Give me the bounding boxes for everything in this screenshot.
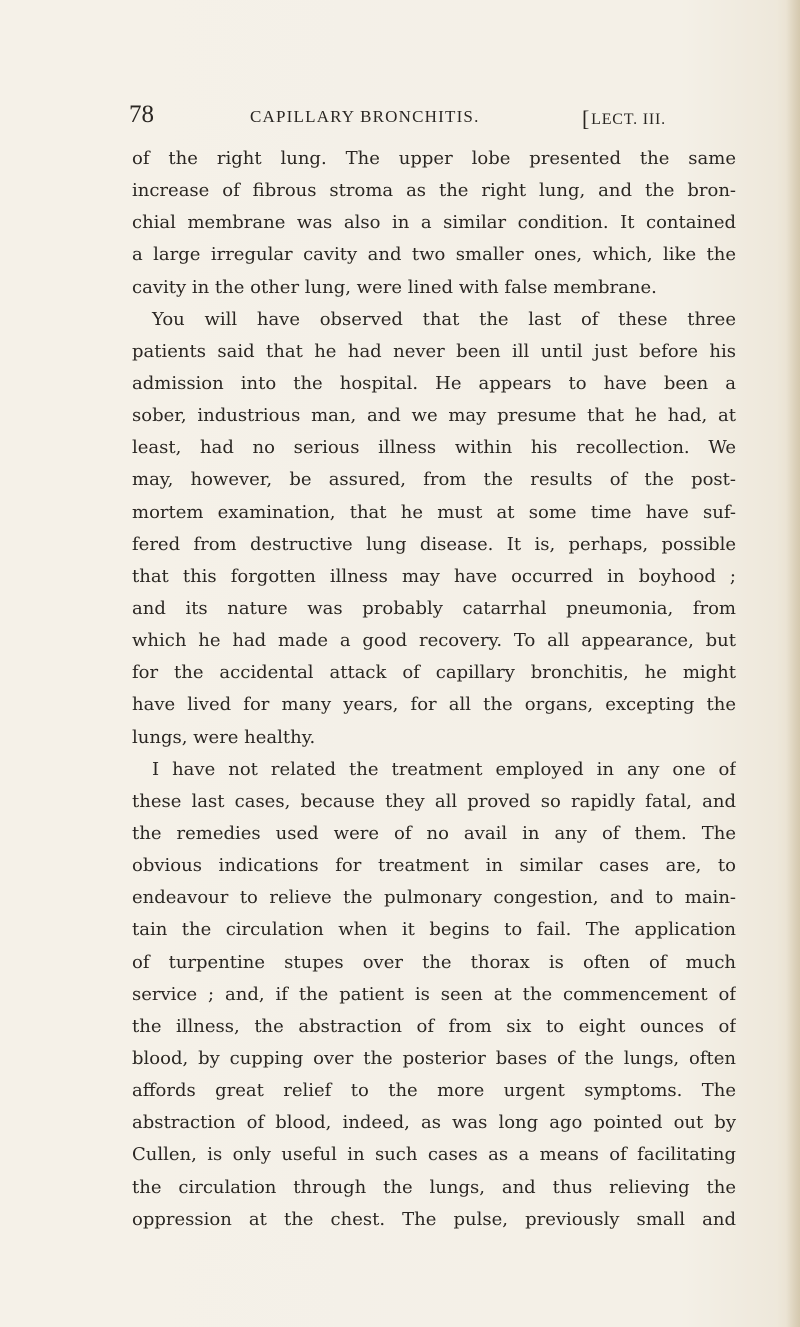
- section-ref-text: LECT. III.: [591, 111, 666, 128]
- text-line: blood, by cupping over the posterior bases of the lungs, often: [132, 1047, 736, 1069]
- text-line: that this forgotten illness may have occurred in boyhood ;: [132, 565, 736, 587]
- text-line: cavity in the other lung, were lined with false membrane.: [132, 276, 657, 298]
- text-line: these last cases, because they all proved so rapidly fatal, and: [132, 790, 736, 812]
- text-line: patients said that he had never been ill until just before his: [132, 340, 736, 362]
- text-line: of turpentine stupes over the thorax is often of much: [132, 951, 736, 973]
- text-line: may, however, be assured, from the results of the post-: [132, 469, 736, 491]
- text-line: chial membrane was also in a similar condition. It contained: [132, 212, 736, 234]
- text-line: mortem examination, that he must at some time have suf-: [132, 501, 736, 523]
- page-header: [129, 101, 729, 131]
- text-line: fered from destructive lung disease. It is, perhaps, possible: [132, 533, 736, 555]
- text-line: obvious indications for treatment in similar cases are, to: [132, 855, 736, 877]
- text-line: the circulation through the lungs, and thus relieving the: [132, 1176, 736, 1198]
- text-line: have lived for many years, for all the organs, excepting the: [132, 694, 736, 716]
- text-line: sober, industrious man, and we may presume that he had, at: [132, 405, 736, 427]
- text-line: affords great relief to the more urgent symptoms. The: [132, 1080, 736, 1102]
- text-line: increase of fibrous stroma as the right lung, and the bron-: [132, 180, 736, 202]
- paragraph: [132, 754, 736, 1236]
- text-line: endeavour to relieve the pulmonary congestion, and to main-: [132, 887, 736, 909]
- text-line: service ; and, if the patient is seen at the commencement of: [132, 983, 736, 1005]
- text-line: tain the circulation when it begins to fail. The application: [132, 919, 736, 941]
- text-line: and its nature was probably catarrhal pneumonia, from: [132, 597, 736, 619]
- paragraph: [132, 143, 736, 304]
- text-line: least, had no serious illness within his recollection. We: [132, 437, 736, 459]
- text-line: oppression at the chest. The pulse, previously small and: [132, 1208, 736, 1230]
- page-edge-shadow: [786, 0, 800, 1327]
- page-number: 78: [129, 101, 154, 128]
- text-line: the remedies used were of no avail in any of them. The: [132, 822, 736, 844]
- text-line: lungs, were healthy.: [132, 726, 316, 748]
- section-bracket: [: [582, 106, 591, 131]
- text-line: Cullen, is only useful in such cases as a means of facilitating: [132, 1144, 736, 1166]
- text-line: which he had made a good recovery. To all appearance, but: [132, 630, 736, 652]
- body-text: [132, 143, 736, 1236]
- text-line: abstraction of blood, indeed, as was long ago pointed out by: [132, 1112, 736, 1134]
- text-line: a large irregular cavity and two smaller ones, which, like the: [132, 244, 736, 266]
- running-title: CAPILLARY BRONCHITIS.: [250, 107, 480, 126]
- text-line: You will have observed that the last of these three: [152, 308, 736, 330]
- text-line: I have not related the treatment employed in any one of: [152, 758, 736, 780]
- text-line: the illness, the abstraction of from six to eight ounces of: [132, 1015, 736, 1037]
- text-line: for the accidental attack of capillary bronchitis, he might: [132, 662, 736, 684]
- text-line: admission into the hospital. He appears to have been a: [132, 372, 736, 394]
- section-reference: [582, 106, 666, 132]
- text-line: of the right lung. The upper lobe presented the same: [132, 148, 736, 169]
- paragraph: [132, 304, 736, 754]
